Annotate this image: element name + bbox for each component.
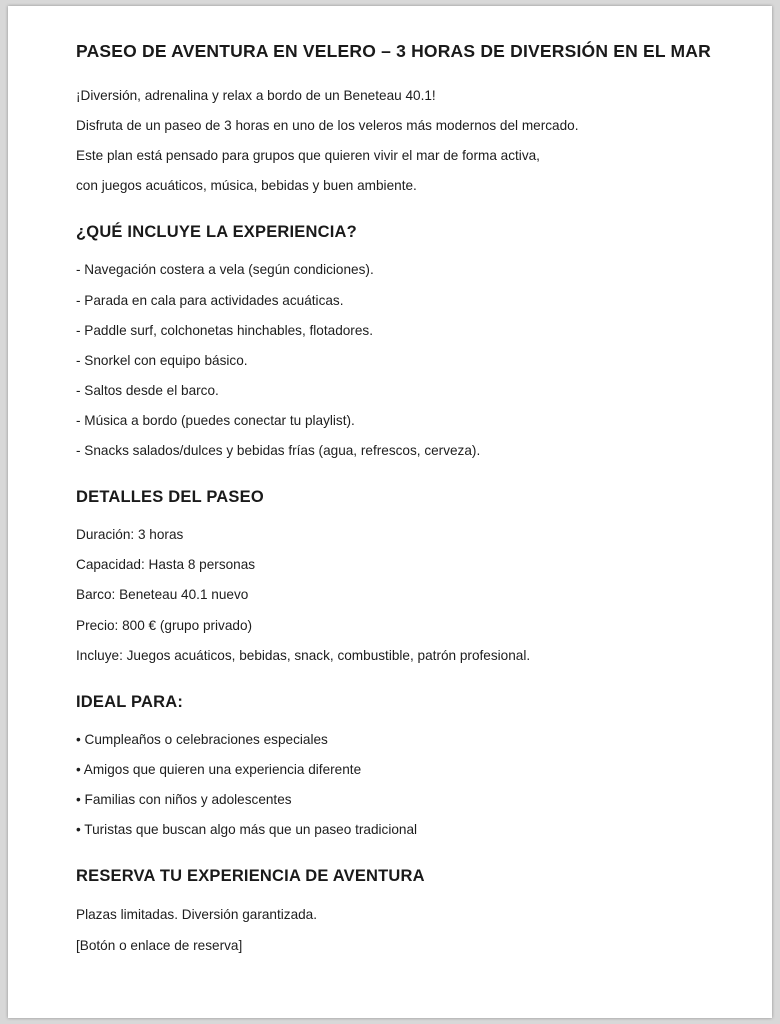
booking-link-placeholder[interactable]: [Botón o enlace de reserva] <box>76 937 243 953</box>
detail-item: Precio: 800 € (grupo privado) <box>76 617 253 633</box>
section-heading: DETALLES DEL PASEO <box>76 487 264 506</box>
intro-line: ¡Diversión, adrenalina y relax a bordo de un Beneteau 40.1! <box>76 87 436 103</box>
list-item: • Amigos que quieren una experiencia diferente <box>76 762 362 778</box>
list-item: - Parada en cala para actividades acuáticas. <box>76 292 344 308</box>
list-item: • Familias con niños y adolescentes <box>76 792 292 808</box>
section-que-incluye <box>76 222 736 461</box>
section-ideal-para <box>76 692 736 841</box>
detail-item: Barco: Beneteau 40.1 nuevo <box>76 587 249 603</box>
list-item: - Paddle surf, colchonetas hinchables, flotadores. <box>76 322 373 338</box>
document-page <box>8 6 772 1018</box>
intro-line: Este plan está pensado para grupos que quieren vivir el mar de forma activa, <box>76 147 540 163</box>
detail-item: Capacidad: Hasta 8 personas <box>76 557 256 573</box>
list-item: • Turistas que buscan algo más que un paseo tradicional <box>76 822 418 838</box>
closing-line: Plazas limitadas. Diversión garantizada. <box>76 906 318 922</box>
list-item: - Música a bordo (puedes conectar tu playlist). <box>76 412 355 428</box>
list-item: - Navegación costera a vela (según condiciones). <box>76 262 374 278</box>
list-item: • Cumpleaños o celebraciones especiales <box>76 732 328 748</box>
section-heading: RESERVA TU EXPERIENCIA DE AVENTURA <box>76 867 425 886</box>
list-item: - Snacks salados/dulces y bebidas frías (agua, refrescos, cerveza). <box>76 442 481 458</box>
ideal-for-list <box>76 729 736 840</box>
intro-paragraph <box>76 85 736 196</box>
intro-line: con juegos acuáticos, música, bebidas y buen ambiente. <box>76 177 417 193</box>
section-heading: ¿QUÉ INCLUYE LA EXPERIENCIA? <box>76 223 357 241</box>
section-heading: IDEAL PARA: <box>76 692 184 711</box>
section-detalles <box>76 487 736 666</box>
section-reserva <box>76 866 736 956</box>
details-list <box>76 524 736 665</box>
detail-item: Incluye: Juegos acuáticos, bebidas, snack, combustible, patrón profesional. <box>76 647 531 663</box>
intro-line: Disfruta de un paseo de 3 horas en uno de los veleros más modernos del mercado. <box>76 117 579 133</box>
detail-item: Duración: 3 horas <box>76 527 184 543</box>
includes-list <box>76 259 736 460</box>
list-item: - Snorkel con equipo básico. <box>76 352 248 368</box>
document-content <box>76 40 736 982</box>
list-item: - Saltos desde el barco. <box>76 382 219 398</box>
page-title: PASEO DE AVENTURA EN VELERO – 3 HORAS DE DIVERSIÓN EN EL MAR <box>76 41 711 61</box>
